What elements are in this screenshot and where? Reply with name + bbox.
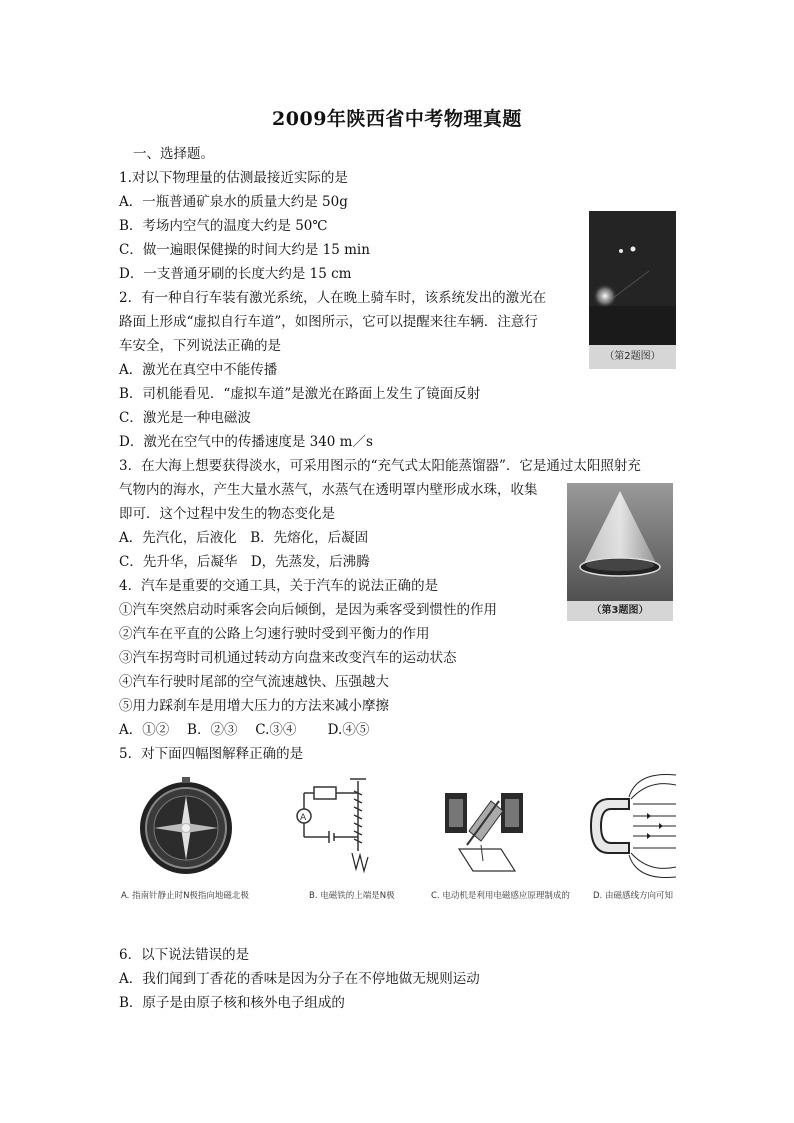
- question-2-photo: [589, 211, 676, 345]
- question-1-option-a: A．一瓶普通矿泉水的质量大约是 50g: [119, 194, 348, 210]
- question-3-photo: [567, 483, 673, 601]
- question-3-stem-line-3: 即可．这个过程中发生的物态变化是: [119, 506, 335, 522]
- question-1-option-d: D．一支普通牙刷的长度大约是 15 cm: [119, 266, 352, 282]
- question-2-figure-caption: （第2题图）: [589, 345, 676, 369]
- question-4-statement-3: ③汽车拐弯时司机通过转动方向盘来改变汽车的运动状态: [119, 650, 457, 666]
- question-5-caption-b: B. 电磁铁的上端是N极: [309, 891, 395, 901]
- question-1-option-b: B．考场内空气的温度大约是 50℃: [119, 218, 328, 234]
- question-2-stem-line-1: 2．有一种自行车装有激光系统，人在晚上骑车时，该系统发出的激光在: [119, 290, 547, 306]
- question-3-options-ab: A．先汽化，后液化 B．先熔化，后凝固: [119, 530, 369, 546]
- section-heading: 一、选择题。: [133, 146, 214, 162]
- question-3-stem-line-1: 3．在大海上想要获得淡水，可采用图示的“充气式太阳能蒸馏器”．它是通过太阳照射充: [119, 458, 641, 474]
- question-4-statement-5: ⑤用力踩刹车是用增大压力的方法来减小摩擦: [119, 698, 389, 714]
- question-2-option-d: D．激光在空气中的传播速度是 340 m／s: [119, 434, 373, 450]
- question-6-stem: 6．以下说法错误的是: [119, 947, 250, 963]
- question-5-caption-d: D. 由磁感线方向可知: [593, 891, 673, 901]
- question-6-option-b: B．原子是由原子核和核外电子组成的: [119, 995, 345, 1011]
- question-6-option-a: A．我们闻到丁香花的香味是因为分子在不停地做无规则运动: [119, 971, 480, 987]
- question-5-figure-strip: [119, 771, 676, 909]
- question-5-stem: 5．对下面四幅图解释正确的是: [119, 746, 304, 762]
- question-5-caption-a: A. 指南针静止时N极指向地磁北极: [121, 891, 249, 901]
- question-4-statement-4: ④汽车行驶时尾部的空气流速越快、压强越大: [119, 674, 389, 690]
- question-4-stem: 4．汽车是重要的交通工具，关于汽车的说法正确的是: [119, 578, 439, 594]
- question-1-stem: 1.对以下物理量的估测最接近实际的是: [119, 170, 348, 186]
- question-4-options: A．①② B．②③ C.③④ D.④⑤: [119, 722, 370, 738]
- question-2-option-a: A．激光在真空中不能传播: [119, 362, 278, 378]
- svg-text:A: A: [300, 813, 307, 823]
- question-3-figure-caption: （第3题图）: [567, 601, 673, 621]
- question-4-statement-2: ②汽车在平直的公路上匀速行驶时受到平衡力的作用: [119, 626, 430, 642]
- question-2-option-b: B．司机能看见．“虚拟车道”是激光在路面上发生了镜面反射: [119, 386, 481, 402]
- question-1-option-c: C．做一遍眼保健操的时间大约是 15 min: [119, 242, 370, 258]
- question-4-statement-1: ①汽车突然启动时乘客会向后倾倒，是因为乘客受到惯性的作用: [119, 602, 497, 618]
- question-2-stem-line-2: 路面上形成“虚拟自行车道”，如图所示，它可以提醒来往车辆．注意行: [119, 314, 538, 330]
- question-2-option-c: C．激光是一种电磁波: [119, 410, 251, 426]
- question-3-stem-line-2: 气物内的海水，产生大量水蒸气，水蒸气在透明罩内壁形成水珠，收集: [119, 482, 538, 498]
- question-3-options-cd: C．先升华，后凝华 D，先蒸发，后沸腾: [119, 554, 370, 570]
- question-5-caption-c: C. 电动机是利用电磁感应原理制成的: [431, 891, 570, 901]
- question-2-stem-line-3: 车安全，下列说法正确的是: [119, 338, 281, 354]
- page-title: 2009年陕西省中考物理真题: [272, 108, 522, 130]
